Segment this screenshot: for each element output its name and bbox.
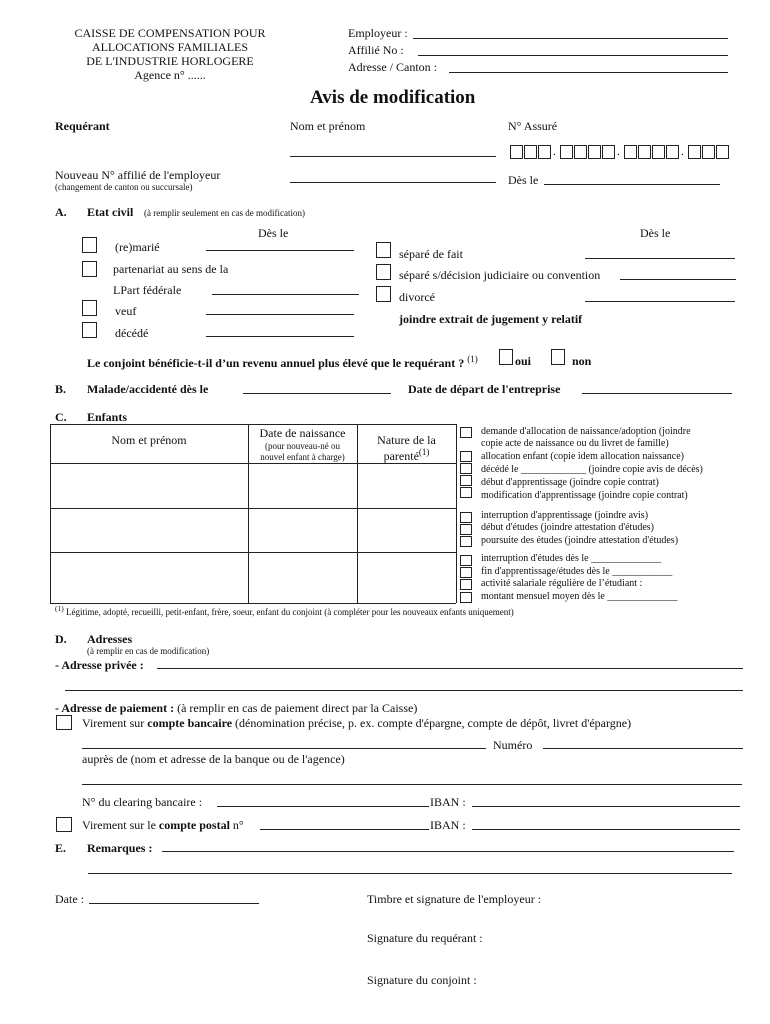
child-1-name-cell[interactable]: [51, 464, 248, 508]
partnership-date-field[interactable]: [212, 294, 359, 295]
col-header-kinship-2: parenté$^{(1)}$: [383, 447, 430, 463]
section-a-title: Etat civil: [87, 205, 134, 219]
col-header-kinship-1: Nature de la: [377, 433, 436, 447]
org-line-3: DE L'INDUSTRIE HORLOGERE: [86, 54, 254, 68]
bank-transfer-label: Virement sur compte bancaire (dénomination précise, p. ex. compte d'épargne, compte de dépôt, livret d'épargne): [82, 716, 632, 730]
monthly-income-checkbox[interactable]: [460, 592, 472, 603]
child-2-birth-cell[interactable]: [249, 509, 357, 552]
new-affiliate-field[interactable]: [290, 182, 496, 183]
option-student-activity: activité salariale régulière de l’étudiant :: [481, 578, 643, 589]
postal-transfer-label: Virement sur le compte postal n°: [82, 818, 244, 832]
departure-date-field[interactable]: [582, 393, 732, 394]
date-field[interactable]: [89, 903, 259, 904]
child-1-kinship-cell[interactable]: [358, 464, 456, 508]
address-canton-field[interactable]: [449, 72, 728, 73]
child-2-name-cell[interactable]: [51, 509, 248, 552]
apprenticeship-start-checkbox[interactable]: [460, 475, 472, 486]
option-apprenticeship-start: début d'apprentissage (joindre copie contrat): [481, 477, 659, 488]
deceased-label: décédé: [115, 326, 149, 340]
section-b-title: Malade/accidenté dès le: [87, 382, 209, 396]
separated-label: séparé de fait: [399, 247, 463, 261]
page-title: Avis de modification: [310, 87, 476, 108]
requester-signature-label: Signature du requérant :: [367, 931, 483, 945]
option-birth-allowance-2: copie acte de naissance ou du livret de famille): [481, 438, 669, 449]
col-header-birth: Date de naissance: [259, 426, 346, 440]
bank-transfer-checkbox[interactable]: [56, 715, 72, 730]
separated-checkbox[interactable]: [376, 242, 391, 258]
requester-name-field[interactable]: [290, 156, 496, 157]
new-affiliate-label: Nouveau N° affilié de l'employeur: [55, 168, 221, 182]
option-studies-end: fin d'apprentissage/études dès le ____________: [481, 566, 673, 577]
option-child-allowance: allocation enfant (copie idem allocation naissance): [481, 451, 684, 462]
private-address-field-2[interactable]: [65, 690, 743, 691]
child-3-name-cell[interactable]: [51, 553, 248, 603]
section-c-title: Enfants: [87, 410, 128, 424]
divorced-date-field[interactable]: [585, 301, 735, 302]
child-3-birth-cell[interactable]: [249, 553, 357, 603]
private-address-label: - Adresse privée :: [55, 658, 144, 672]
remarks-field-2[interactable]: [88, 873, 732, 874]
section-d-title: Adresses: [87, 632, 133, 646]
apprenticeship-interrupt-checkbox[interactable]: [460, 512, 472, 523]
studies-start-checkbox[interactable]: [460, 524, 472, 535]
bank-at-label: auprès de (nom et adresse de la banque ou de l'agence): [82, 752, 345, 766]
payment-address-label: - Adresse de paiement :: [55, 701, 175, 715]
iban-field-2[interactable]: [472, 829, 740, 830]
since-left-label: Dès le: [258, 226, 289, 240]
since-field[interactable]: [544, 184, 720, 185]
org-line-2: ALLOCATIONS FAMILIALES: [91, 40, 249, 54]
section-b-letter: B.: [55, 382, 67, 396]
option-birth-allowance-1: demande d'allocation de naissance/adoption (joindre: [481, 426, 691, 437]
child-3-kinship-cell[interactable]: [358, 553, 456, 603]
account-number-field[interactable]: [543, 748, 743, 749]
spouse-signature-label: Signature du conjoint :: [367, 973, 477, 987]
agency-number: Agence n° ......: [134, 68, 206, 82]
section-e-letter: E.: [55, 841, 67, 855]
option-apprenticeship-change: modification d'apprentissage (joindre copie contrat): [481, 490, 688, 501]
apprenticeship-change-checkbox[interactable]: [460, 487, 472, 498]
iban-field[interactable]: [472, 806, 740, 807]
employer-label: Employeur :: [348, 26, 408, 40]
option-child-deceased: décédé le _____________ (joindre copie avis de décès): [481, 464, 703, 475]
col-header-name: Nom et prénom: [111, 433, 187, 447]
iban-label: IBAN :: [430, 795, 466, 809]
since-label: Dès le: [508, 173, 539, 187]
child-1-birth-cell[interactable]: [249, 464, 357, 508]
widowed-date-field[interactable]: [206, 314, 354, 315]
option-studies-start: début d'études (joindre attestation d'études): [481, 522, 654, 533]
remarks-field[interactable]: [162, 851, 734, 852]
section-a-note: (à remplir seulement en cas de modification): [144, 208, 305, 218]
section-a-letter: A.: [55, 205, 67, 219]
attach-judgment-note: joindre extrait de jugement y relatif: [399, 312, 583, 326]
option-studies-interrupt: interruption d'études dès le ______________: [481, 553, 662, 564]
spouse-question-footnote: (1): [467, 354, 478, 364]
deceased-date-field[interactable]: [206, 336, 354, 337]
option-apprenticeship-interrupt: interruption d'apprentissage (joindre avis): [481, 510, 649, 521]
private-address-field[interactable]: [157, 668, 743, 669]
deceased-checkbox[interactable]: [82, 322, 97, 338]
spouse-question-text: Le conjoint bénéficie-t-il d’un revenu annuel plus élevé que le requérant ?: [87, 356, 465, 370]
studies-end-checkbox[interactable]: [460, 567, 472, 578]
new-affiliate-note: (changement de canton ou succursale): [55, 182, 193, 192]
separated-date-field[interactable]: [585, 258, 735, 259]
address-canton-label: Adresse / Canton :: [348, 60, 437, 74]
partnership-label-2: LPart fédérale: [113, 283, 182, 297]
spouse-income-question: [87, 354, 478, 371]
section-d-note: (à remplir en cas de modification): [87, 646, 210, 656]
date-label: Date :: [55, 892, 84, 906]
student-activity-checkbox[interactable]: [460, 579, 472, 590]
postal-account-field[interactable]: [260, 829, 429, 830]
remarried-date-field[interactable]: [206, 250, 354, 251]
since-right-label: Dès le: [640, 226, 671, 240]
studies-continue-checkbox[interactable]: [460, 536, 472, 547]
spouse-yes-checkbox[interactable]: [499, 349, 513, 365]
child-allowance-checkbox[interactable]: [460, 451, 472, 462]
org-line-1: CAISSE DE COMPENSATION POUR: [74, 26, 266, 40]
kinship-footnote: $^{(1)}$ Légitime, adopté, recueilli, petit-enfant, frère, soeur, enfant du conjoint (à compléter pour les nouveaux enfants uniquement): [55, 604, 514, 617]
child-deceased-checkbox[interactable]: [460, 463, 472, 474]
section-c-letter: C.: [55, 410, 67, 424]
clearing-label: N° du clearing bancaire :: [82, 795, 203, 809]
bank-name-field[interactable]: [82, 784, 742, 785]
payment-address-note: (à remplir en cas de paiement direct par la Caisse): [177, 701, 418, 715]
remarried-checkbox[interactable]: [82, 237, 97, 253]
studies-interrupt-checkbox[interactable]: [460, 555, 472, 566]
col-header-birth-note-1: (pour nouveau-né ou: [265, 441, 340, 451]
clearing-field[interactable]: [217, 806, 429, 807]
birth-allowance-checkbox[interactable]: [460, 427, 472, 438]
option-studies-continue: poursuite des études (joindre attestation d'études): [481, 535, 679, 546]
child-2-kinship-cell[interactable]: [358, 509, 456, 552]
requester-label: Requérant: [55, 119, 110, 133]
separated-judicial-date-field[interactable]: [620, 279, 736, 280]
col-header-birth-note-2: nouvel enfant à charge): [260, 452, 345, 462]
affiliate-label: Affilié No :: [348, 43, 404, 57]
separated-judicial-label: séparé s/décision judiciaire ou convention: [399, 268, 601, 282]
spouse-no-label: non: [572, 354, 592, 368]
spouse-yes-label: oui: [515, 354, 532, 368]
separated-judicial-checkbox[interactable]: [376, 264, 391, 280]
employer-signature-label: Timbre et signature de l'employeur :: [367, 892, 542, 906]
option-monthly-income: montant mensuel moyen dès le ______________: [481, 591, 678, 602]
divorced-checkbox[interactable]: [376, 286, 391, 302]
remarks-label: Remarques :: [87, 841, 153, 855]
payment-address-row: [55, 701, 417, 716]
section-d-letter: D.: [55, 632, 67, 646]
employer-field[interactable]: [413, 38, 728, 39]
bank-account-field[interactable]: [82, 748, 486, 749]
partnership-checkbox[interactable]: [82, 261, 97, 277]
partnership-label-1: partenariat au sens de la: [113, 262, 229, 276]
spouse-no-checkbox[interactable]: [551, 349, 565, 365]
affiliate-field[interactable]: [418, 55, 728, 56]
departure-date-label: Date de départ de l'entreprise: [408, 382, 561, 396]
number-label: Numéro: [493, 738, 533, 752]
sick-since-field[interactable]: [243, 393, 391, 394]
divorced-label: divorcé: [399, 290, 435, 304]
widowed-label: veuf: [115, 304, 137, 318]
iban-label-2: IBAN :: [430, 818, 466, 832]
remarried-label: (re)marié: [115, 240, 160, 254]
insured-number-label: N° Assuré: [508, 119, 558, 133]
name-label: Nom et prénom: [290, 119, 366, 133]
widowed-checkbox[interactable]: [82, 300, 97, 316]
postal-transfer-checkbox[interactable]: [56, 817, 72, 832]
